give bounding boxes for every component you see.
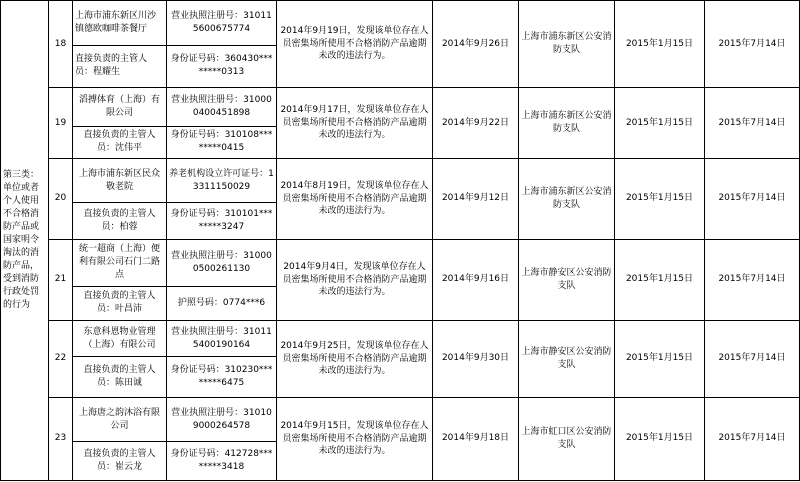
- decision-date: 2014年9月30日: [433, 320, 519, 397]
- license-number: 营业执照注册号：310109000264578: [167, 397, 277, 442]
- category-cell: 第三类：单位或者个人使用不合格消防产品或国家明令淘汰的消防产品，受到消防行政处罚的行为: [1, 1, 49, 481]
- person-id-number: 身份证号码：310101********3247: [167, 203, 277, 239]
- table-row: [1, 158, 800, 203]
- end-date: 2015年7月14日: [705, 158, 800, 239]
- table-row: [1, 239, 800, 286]
- violation-fact: 2014年9月19日，发现该单位存在人员密集场所使用不合格消防产品逾期未改的违法行为。: [277, 1, 433, 88]
- table-row: [1, 397, 800, 442]
- responsible-person: 直接负责的主管人员：崔云龙: [73, 442, 167, 481]
- entity-name: 东意科恩物业管理（上海）有限公司: [73, 320, 167, 356]
- start-date: 2015年1月15日: [615, 1, 705, 88]
- end-date: 2015年7月14日: [705, 397, 800, 480]
- entry-number: 23: [49, 397, 73, 480]
- violation-fact: 2014年8月19日，发现该单位存在人员密集场所使用不合格消防产品逾期未改的违法行为。: [277, 158, 433, 239]
- entity-name: 统一超商（上海）便利有限公司石门二路点: [73, 239, 167, 286]
- table-body: [1, 1, 800, 481]
- entry-number: 20: [49, 158, 73, 239]
- decision-date: 2014年9月22日: [433, 88, 519, 159]
- entry-number: 21: [49, 239, 73, 320]
- start-date: 2015年1月15日: [615, 320, 705, 397]
- person-id-number: 身份证号码：310230********6475: [167, 357, 277, 398]
- responsible-person: 直接负责的主管人员：陈田诚: [73, 357, 167, 398]
- end-date: 2015年7月14日: [705, 320, 800, 397]
- violation-fact: 2014年9月4日，发现该单位存在人员密集场所使用不合格消防产品逾期未改的违法行为。: [277, 239, 433, 320]
- decision-date: 2014年9月18日: [433, 397, 519, 480]
- responsible-person: 直接负责的主管人员：柏蓉: [73, 203, 167, 239]
- entity-name: 上海市浦东新区川沙镇德欧咖啡茶餐厅: [73, 1, 167, 46]
- entity-name: 上海市浦东新区民众敬老院: [73, 158, 167, 203]
- responsible-person: 直接负责的主管人员：程耀生: [73, 45, 167, 88]
- license-number: 营业执照注册号：310115600675774: [167, 1, 277, 46]
- decision-date: 2014年9月16日: [433, 239, 519, 320]
- issuing-department: 上海市浦东新区公安消防支队: [519, 158, 615, 239]
- license-number: 营业执照注册号：310000400451898: [167, 88, 277, 126]
- license-number: 营业执照注册号：310000500261130: [167, 239, 277, 286]
- end-date: 2015年7月14日: [705, 88, 800, 159]
- start-date: 2015年1月15日: [615, 397, 705, 480]
- entity-name: 上海唐之韵沐浴有限公司: [73, 397, 167, 442]
- person-id-number: 身份证号码：360430********0313: [167, 45, 277, 88]
- responsible-person: 直接负责的主管人员：叶昌沛: [73, 286, 167, 320]
- violation-fact: 2014年9月15日，发现该单位存在人员密集场所使用不合格消防产品逾期未改的违法行为。: [277, 397, 433, 480]
- person-id-number: 护照号码：0774***6: [167, 286, 277, 320]
- table-row: [1, 320, 800, 356]
- start-date: 2015年1月15日: [615, 158, 705, 239]
- issuing-department: 上海市虹口区公安消防支队: [519, 397, 615, 480]
- entry-number: 22: [49, 320, 73, 397]
- violation-fact: 2014年9月25日，发现该单位存在人员密集场所使用不合格消防产品逾期未改的违法行为。: [277, 320, 433, 397]
- table-row: [1, 88, 800, 126]
- issuing-department: 上海市浦东新区公安消防支队: [519, 1, 615, 88]
- decision-date: 2014年9月26日: [433, 1, 519, 88]
- start-date: 2015年1月15日: [615, 88, 705, 159]
- violation-fact: 2014年9月17日，发现该单位存在人员密集场所使用不合格消防产品逾期未改的违法行为。: [277, 88, 433, 159]
- entry-number: 19: [49, 88, 73, 159]
- entity-name: 滔搏体育（上海）有限公司: [73, 88, 167, 126]
- responsible-person: 直接负责的主管人员：沈伟平: [73, 126, 167, 158]
- person-id-number: 身份证号码：412728********3418: [167, 442, 277, 481]
- license-number: 养老机构设立许可证号：13311150029: [167, 158, 277, 203]
- start-date: 2015年1月15日: [615, 239, 705, 320]
- issuing-department: 上海市静安区公安消防支队: [519, 239, 615, 320]
- end-date: 2015年7月14日: [705, 1, 800, 88]
- issuing-department: 上海市浦东新区公安消防支队: [519, 88, 615, 159]
- person-id-number: 身份证号码：310108********0415: [167, 126, 277, 158]
- issuing-department: 上海市静安区公安消防支队: [519, 320, 615, 397]
- end-date: 2015年7月14日: [705, 239, 800, 320]
- entry-number: 18: [49, 1, 73, 88]
- decision-date: 2014年9月12日: [433, 158, 519, 239]
- license-number: 营业执照注册号：310115400190164: [167, 320, 277, 356]
- table-row: [1, 1, 800, 46]
